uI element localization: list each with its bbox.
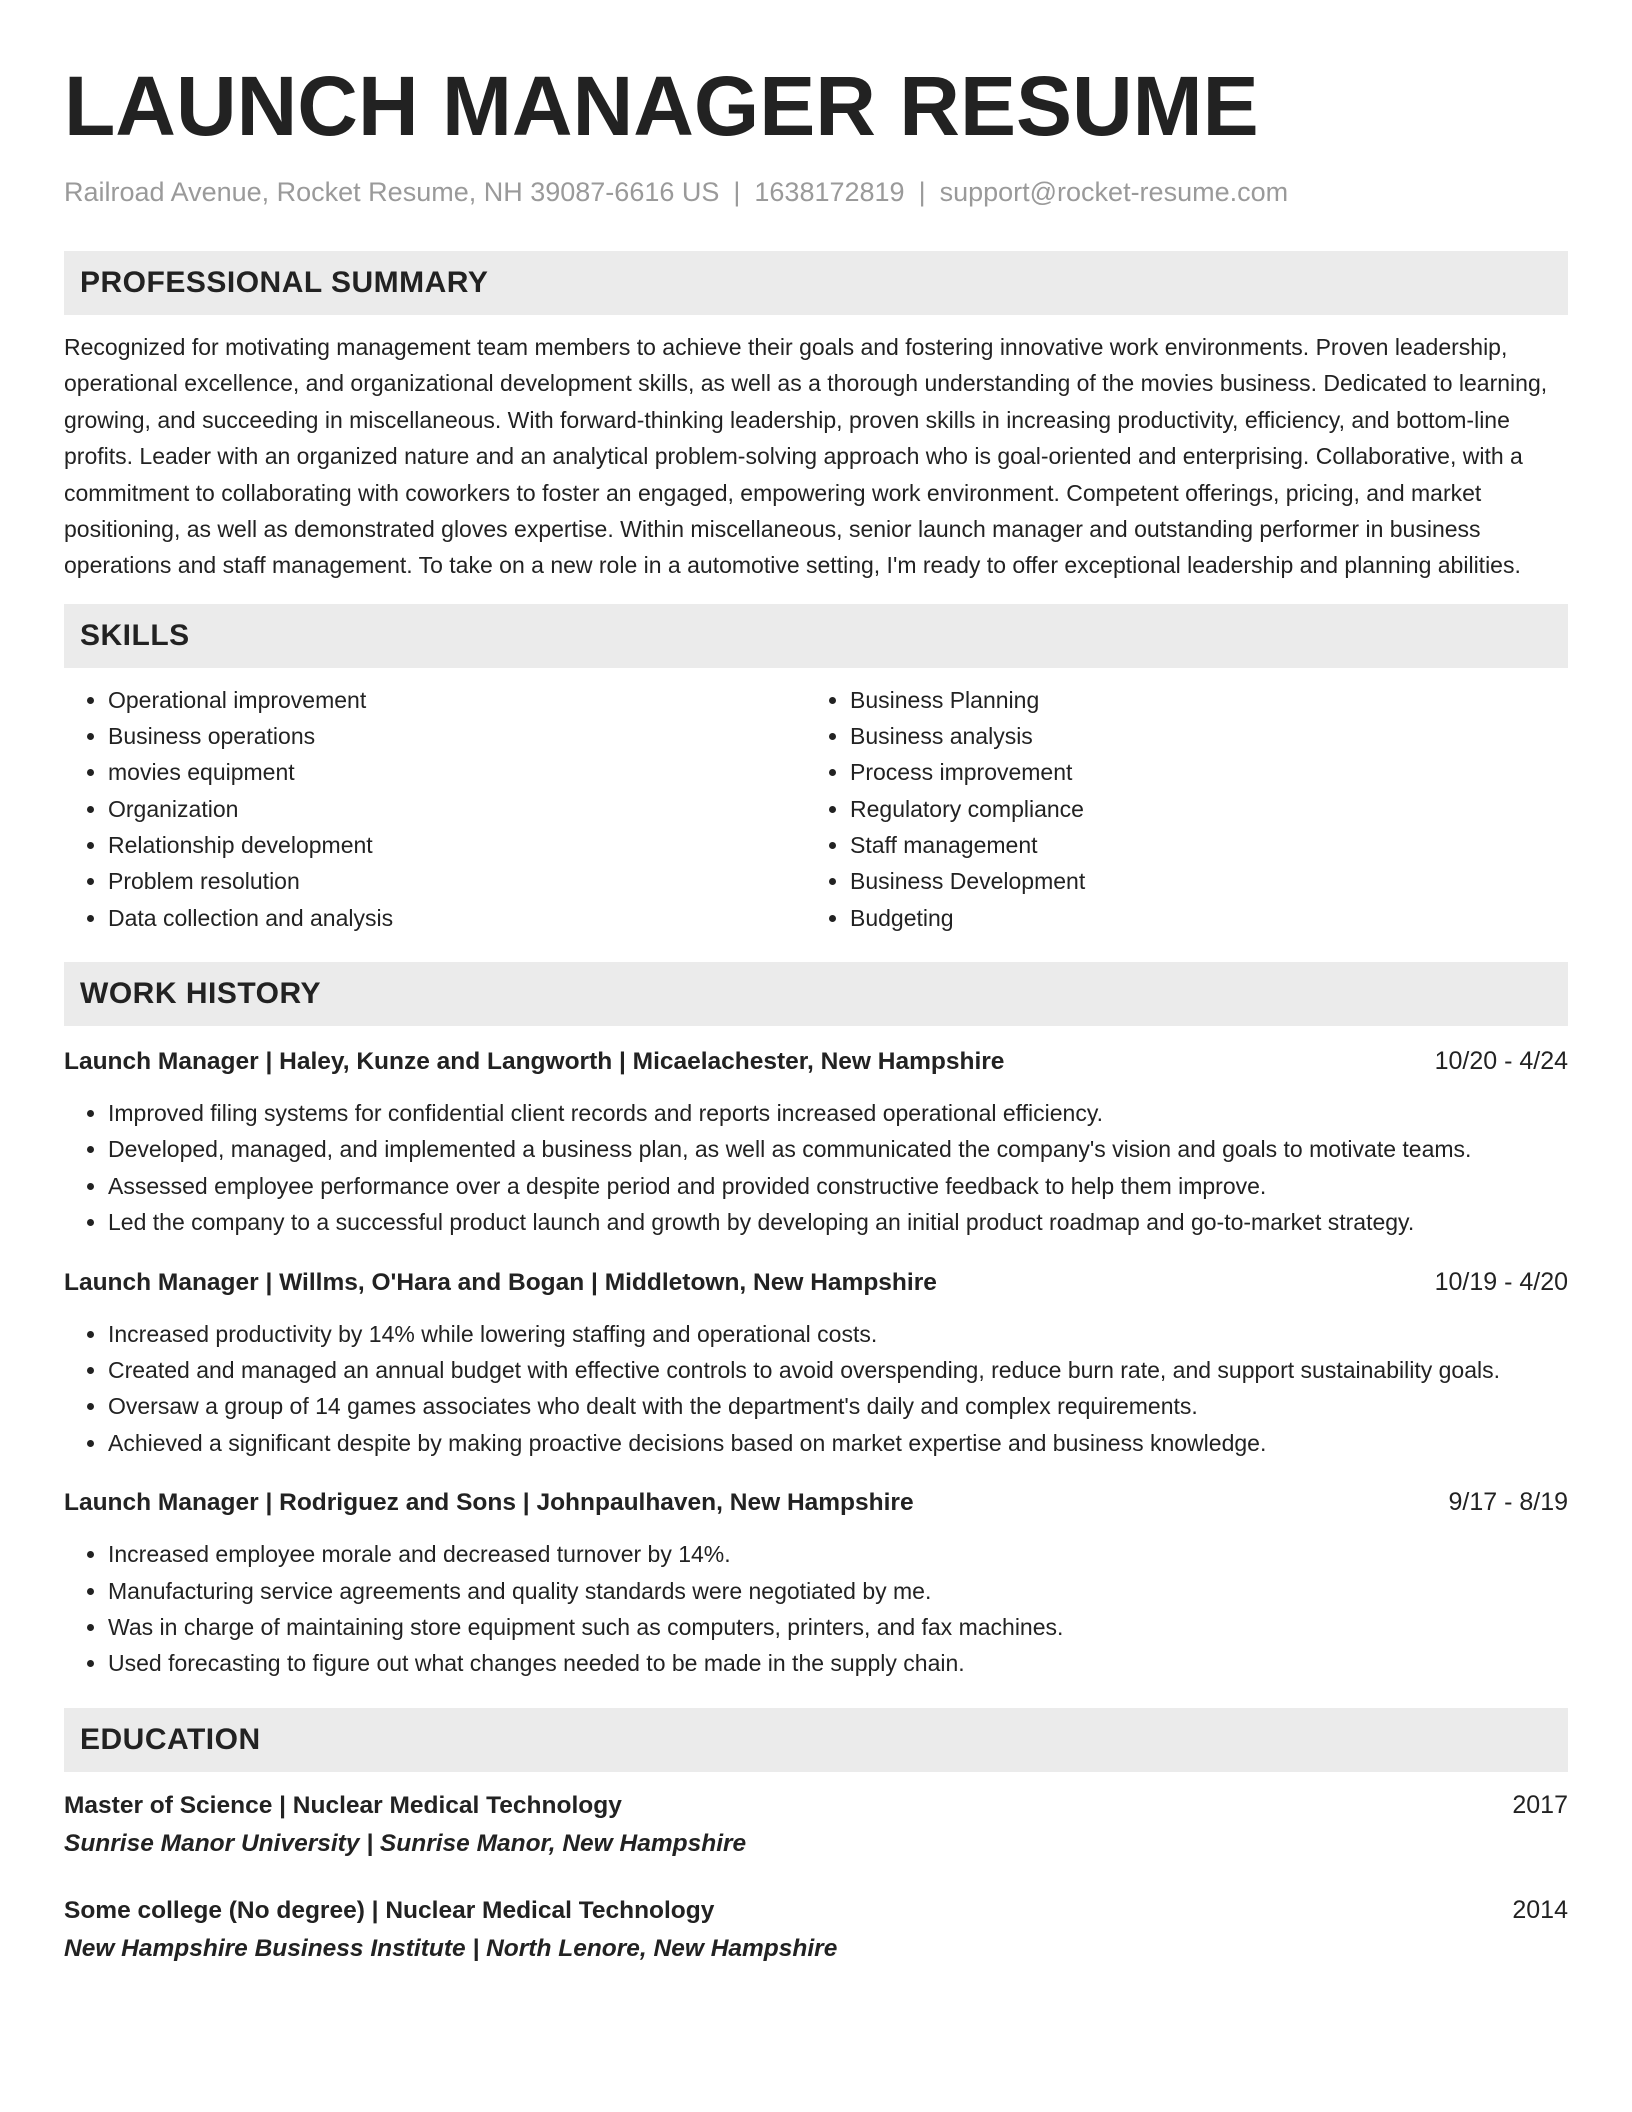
job-bullet: • Assessed employee performance over a despite period and provided constructive feedback to help them improve.: [108, 1168, 1568, 1204]
summary-text: Recognized for motivating management team members to achieve their goals and fostering innovative work environments. Proven leadership, operational excellence, and organizational development skills, as well as a thorough understanding of the movies business. Dedicated to learning, growing, and succeeding in miscellaneous. With forward-thinking leadership, proven skills in increasing productivity, efficiency, and bottom-line profits. Leader with an organized nature and an analytical problem-solving approach who is goal-oriented and enterprising. Collaborative, with a commitment to collaborating with coworkers to foster an engaged, empowering work environment. Competent offerings, pricing, and market positioning, as well as demonstrated gloves expertise. Within miscellaneous, senior launch manager and outstanding performer in business operations and staff management. To take on a new role in a automotive setting, I'm ready to offer exceptional leadership and planning abilities.: [64, 334, 1548, 579]
skills-section-header: [64, 604, 1568, 668]
skill-item: • movies equipment: [108, 754, 806, 790]
contact-email: support@rocket-resume.com: [939, 177, 1289, 207]
skill-item: • Business Planning: [850, 682, 1548, 718]
job-bullet: • Was in charge of maintaining store equipment such as computers, printers, and fax machines.: [108, 1609, 1568, 1645]
resume-page: [64, 0, 1568, 1966]
education-entry: [64, 1893, 1568, 1966]
contact-separator: |: [918, 177, 926, 207]
skill-item: • Staff management: [850, 827, 1548, 863]
job-header: [64, 1265, 1568, 1300]
skills-columns: [64, 682, 1568, 936]
education-header: [64, 1788, 1568, 1823]
contact-line: [64, 174, 1568, 210]
education-year: 2017: [1512, 1790, 1568, 1819]
job-heading: Launch Manager | Rodriguez and Sons | Johnpaulhaven, New Hampshire: [64, 1489, 914, 1517]
education-header: [64, 1893, 1568, 1928]
job-bullets: [64, 1316, 1568, 1462]
skill-item: • Business Development: [850, 863, 1548, 899]
education-entry: [64, 1788, 1568, 1861]
job-bullet: • Improved filing systems for confidential client records and reports increased operational efficiency.: [108, 1095, 1568, 1131]
skill-item: • Organization: [108, 791, 806, 827]
job-entry: [64, 1044, 1568, 1241]
summary-section-title: PROFESSIONAL SUMMARY: [80, 266, 489, 299]
skills-list-right: [806, 682, 1548, 936]
skill-item: • Relationship development: [108, 827, 806, 863]
job-entry: [64, 1485, 1568, 1682]
skills-section-title: SKILLS: [80, 618, 190, 652]
job-dates: 10/19 - 4/20: [1434, 1267, 1568, 1296]
job-header: [64, 1044, 1568, 1079]
job-dates: 10/20 - 4/24: [1434, 1046, 1568, 1075]
education-school: New Hampshire Business Institute | North Lenore, New Hampshire: [64, 1934, 838, 1962]
job-bullet: • Manufacturing service agreements and quality standards were negotiated by me.: [108, 1573, 1568, 1609]
job-bullet: • Oversaw a group of 14 games associates who dealt with the department's daily and complex requirements.: [108, 1388, 1568, 1424]
job-heading: Launch Manager | Haley, Kunze and Langworth | Micaelachester, New Hampshire: [64, 1047, 1005, 1075]
job-bullet: • Used forecasting to figure out what changes needed to be made in the supply chain.: [108, 1645, 1568, 1681]
contact-separator: |: [733, 177, 741, 207]
contact-address: Railroad Avenue, Rocket Resume, NH 39087-6616 US: [64, 177, 720, 207]
job-bullet: • Developed, managed, and implemented a business plan, as well as communicated the company's vision and goals to motivate teams.: [108, 1131, 1568, 1167]
job-dates: 9/17 - 8/19: [1448, 1488, 1568, 1517]
education-year: 2014: [1512, 1895, 1568, 1924]
resume-title: LAUNCH MANAGER RESUME: [64, 59, 1259, 153]
job-header: [64, 1485, 1568, 1520]
job-heading: Launch Manager | Willms, O'Hara and Bogan | Middletown, New Hampshire: [64, 1268, 937, 1296]
skill-item: • Budgeting: [850, 900, 1548, 936]
skill-item: • Operational improvement: [108, 682, 806, 718]
work-section-title: WORK HISTORY: [80, 976, 322, 1010]
education-degree: Some college (No degree) | Nuclear Medical Technology: [64, 1896, 715, 1924]
education-degree: Master of Science | Nuclear Medical Technology: [64, 1791, 622, 1819]
skill-item: • Business operations: [108, 718, 806, 754]
skills-list-left: [64, 682, 806, 936]
skill-item: • Process improvement: [850, 754, 1548, 790]
job-bullet: • Increased productivity by 14% while lowering staffing and operational costs.: [108, 1316, 1568, 1352]
job-entry: [64, 1265, 1568, 1462]
job-bullet: • Achieved a significant despite by making proactive decisions based on market expertise and business knowledge.: [108, 1425, 1568, 1461]
job-bullet: • Increased employee morale and decreased turnover by 14%.: [108, 1536, 1568, 1572]
contact-phone: 1638172819: [754, 177, 905, 207]
job-bullets: [64, 1536, 1568, 1682]
skill-item: • Data collection and analysis: [108, 900, 806, 936]
work-section-header: [64, 962, 1568, 1026]
job-bullet: • Led the company to a successful product launch and growth by developing an initial product roadmap and go-to-market strategy.: [108, 1204, 1568, 1240]
summary-section-header: [64, 251, 1568, 315]
job-bullet: • Created and managed an annual budget with effective controls to avoid overspending, reduce burn rate, and support sustainability goals.: [108, 1352, 1568, 1388]
skill-item: • Business analysis: [850, 718, 1548, 754]
skill-item: • Regulatory compliance: [850, 791, 1548, 827]
skill-item: • Problem resolution: [108, 863, 806, 899]
education-section-title: EDUCATION: [80, 1722, 261, 1756]
education-section-header: [64, 1708, 1568, 1772]
education-school: Sunrise Manor University | Sunrise Manor, New Hampshire: [64, 1829, 747, 1857]
job-bullets: [64, 1095, 1568, 1241]
